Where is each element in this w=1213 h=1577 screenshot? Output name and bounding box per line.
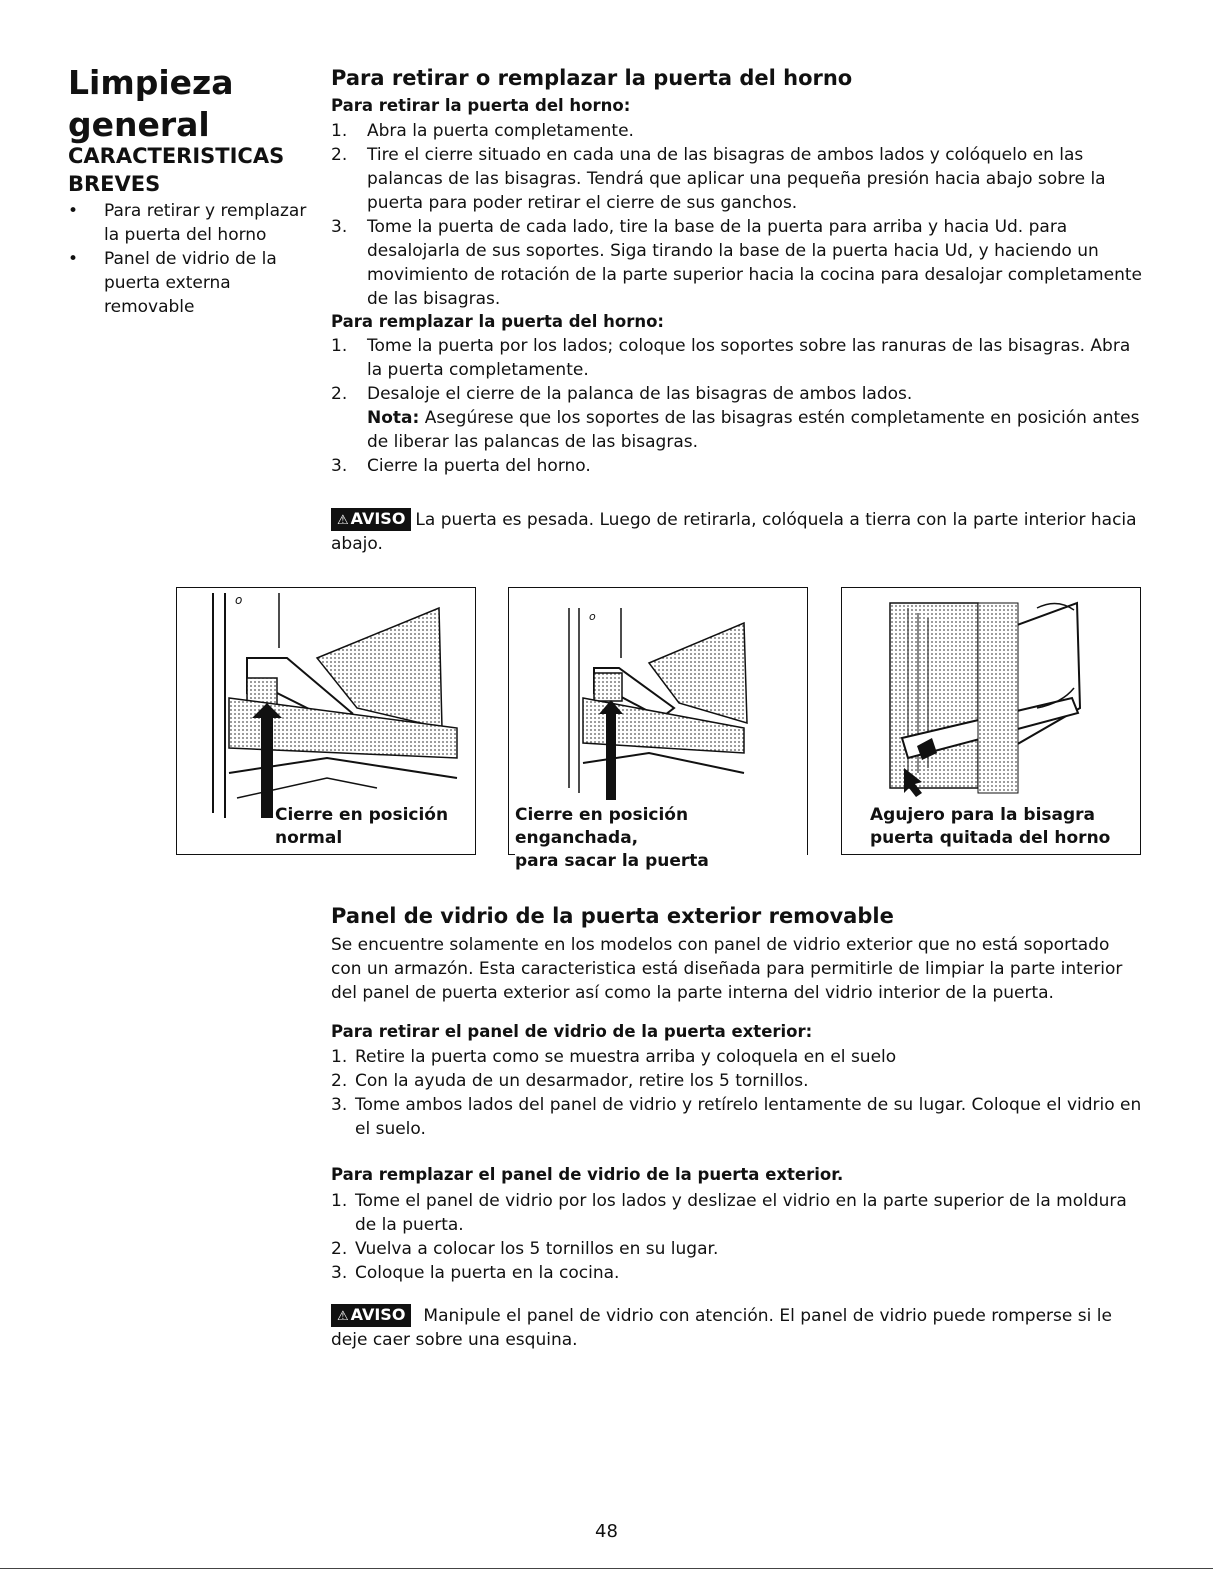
warning-badge: ⚠ AVISO xyxy=(331,508,411,531)
list-item: 1. Retire la puerta como se muestra arriba y coloquela en el suelo xyxy=(331,1047,897,1067)
list-item: 1. Tome el panel de vidrio por los lados y deslizae el vidrio en la parte superior de la moldura de la puerta. xyxy=(331,1191,1127,1235)
list-item: 2. Vuelva a colocar los 5 tornillos en su lugar. xyxy=(331,1239,719,1259)
bottom-divider xyxy=(0,1568,1213,1569)
glass-remove-heading: Para retirar el panel de vidrio de la puerta exterior: xyxy=(331,1022,813,1041)
glass-section-heading: Panel de vidrio de la puerta exterior removable xyxy=(331,904,894,928)
list-item: • Panel de vidrio de la puerta externa removable xyxy=(68,249,277,317)
note-label: Nota: xyxy=(367,408,420,428)
sidebar-subtitle-line2: BREVES xyxy=(68,172,161,196)
page-title-line1: Limpieza xyxy=(68,63,234,102)
figure-caption: Cierre en posición normal xyxy=(275,805,449,848)
glass-replace-steps xyxy=(331,1189,1143,1285)
figure-marker: o xyxy=(589,610,596,623)
page-title-line2: general xyxy=(68,105,210,144)
warning-triangle-icon: ⚠ xyxy=(337,513,349,528)
sidebar-subtitle-line1: CARACTERISTICAS xyxy=(68,144,285,168)
door-warning xyxy=(331,508,1143,556)
sidebar-subtitle xyxy=(68,142,308,198)
list-item: 2. Desaloje el cierre de la palanca de las bisagras de ambos lados. Nota: Asegúrese que los soportes de las bisagras estén completamente en posición antes de liberar las palancas de las bisagras. xyxy=(331,382,1143,454)
sidebar-feature-list xyxy=(68,199,318,319)
door-remove-steps xyxy=(331,119,1143,311)
glass-replace-heading: Para remplazar el panel de vidrio de la puerta exterior. xyxy=(331,1165,844,1184)
glass-warning xyxy=(331,1304,1143,1352)
figure-latch-engaged xyxy=(508,587,808,871)
list-item: 3. Cierre la puerta del horno. xyxy=(331,456,591,476)
figure-caption: Cierre en posición enganchada, para sacar la puerta xyxy=(515,804,807,873)
figure-marker: o xyxy=(235,593,243,607)
list-item: 3. Coloque la puerta en la cocina. xyxy=(331,1263,620,1283)
bullet-icon: • xyxy=(68,201,79,221)
figure-caption: Agujero para la bisagra puerta quitada del horno xyxy=(870,805,1111,848)
figure-latch-normal xyxy=(176,587,476,855)
warning-triangle-icon: ⚠ xyxy=(337,1309,349,1324)
note-text: Asegúrese que los soportes de las bisagras estén completamente en posición antes de liberar las palancas de las bisagras. xyxy=(367,408,1140,452)
note xyxy=(367,406,1143,454)
figure-hinge-hole xyxy=(841,587,1141,855)
door-replace-heading: Para remplazar la puerta del horno: xyxy=(331,312,665,331)
warning-badge: ⚠ AVISO xyxy=(331,1304,411,1327)
list-item: 1. Tome la puerta por los lados; coloque los soportes sobre las ranuras de las bisagras. Abra la puerta completamente. xyxy=(331,336,1131,380)
door-section-heading: Para retirar o remplazar la puerta del horno xyxy=(331,66,853,90)
glass-remove-steps xyxy=(331,1045,1143,1141)
page-number: 48 xyxy=(595,1521,618,1542)
list-item: 2. Tire el cierre situado en cada una de las bisagras de ambos lados y colóquelo en las palancas de las bisagras. Tendrá que aplicar una pequeña presión hacia abajo sobre la puerta para poder retirar el cierre de sus ganchos. xyxy=(331,145,1106,213)
page-title xyxy=(68,62,298,146)
list-item: 1. Abra la puerta completamente. xyxy=(331,121,634,141)
door-remove-heading: Para retirar la puerta del horno: xyxy=(331,96,631,115)
bullet-icon: • xyxy=(68,249,79,269)
glass-intro: Se encuentre solamente en los modelos con panel de vidrio exterior que no está soportado con un armazón. Esta caracteristica está diseñada para permitirle de limpiar la parte interior del panel de puerta exterior así como la parte interna del vidrio interior de la puerta. xyxy=(331,935,1123,1003)
list-item: 2. Con la ayuda de un desarmador, retire los 5 tornillos. xyxy=(331,1071,809,1091)
list-item: • Para retirar y remplazar la puerta del horno xyxy=(68,201,307,245)
list-item: 3. Tome ambos lados del panel de vidrio y retírelo lentamente de su lugar. Coloque el vidrio en el suelo. xyxy=(331,1095,1142,1139)
warning-text: La puerta es pesada. Luego de retirarla, colóquela a tierra con la parte interior hacia abajo. xyxy=(331,510,1137,554)
door-replace-steps xyxy=(331,334,1143,478)
warning-text: Manipule el panel de vidrio con atención. El panel de vidrio puede romperse si le deje caer sobre una esquina. xyxy=(331,1306,1112,1350)
list-item: 3. Tome la puerta de cada lado, tire la base de la puerta para arriba y hacia Ud. para desalojarla de sus soportes. Siga tirando la base de la puerta hacia Ud, y haciendo un movimiento de rotación de la parte superior hacia la cocina para desalojar completamente de las bisagras. xyxy=(331,217,1142,309)
